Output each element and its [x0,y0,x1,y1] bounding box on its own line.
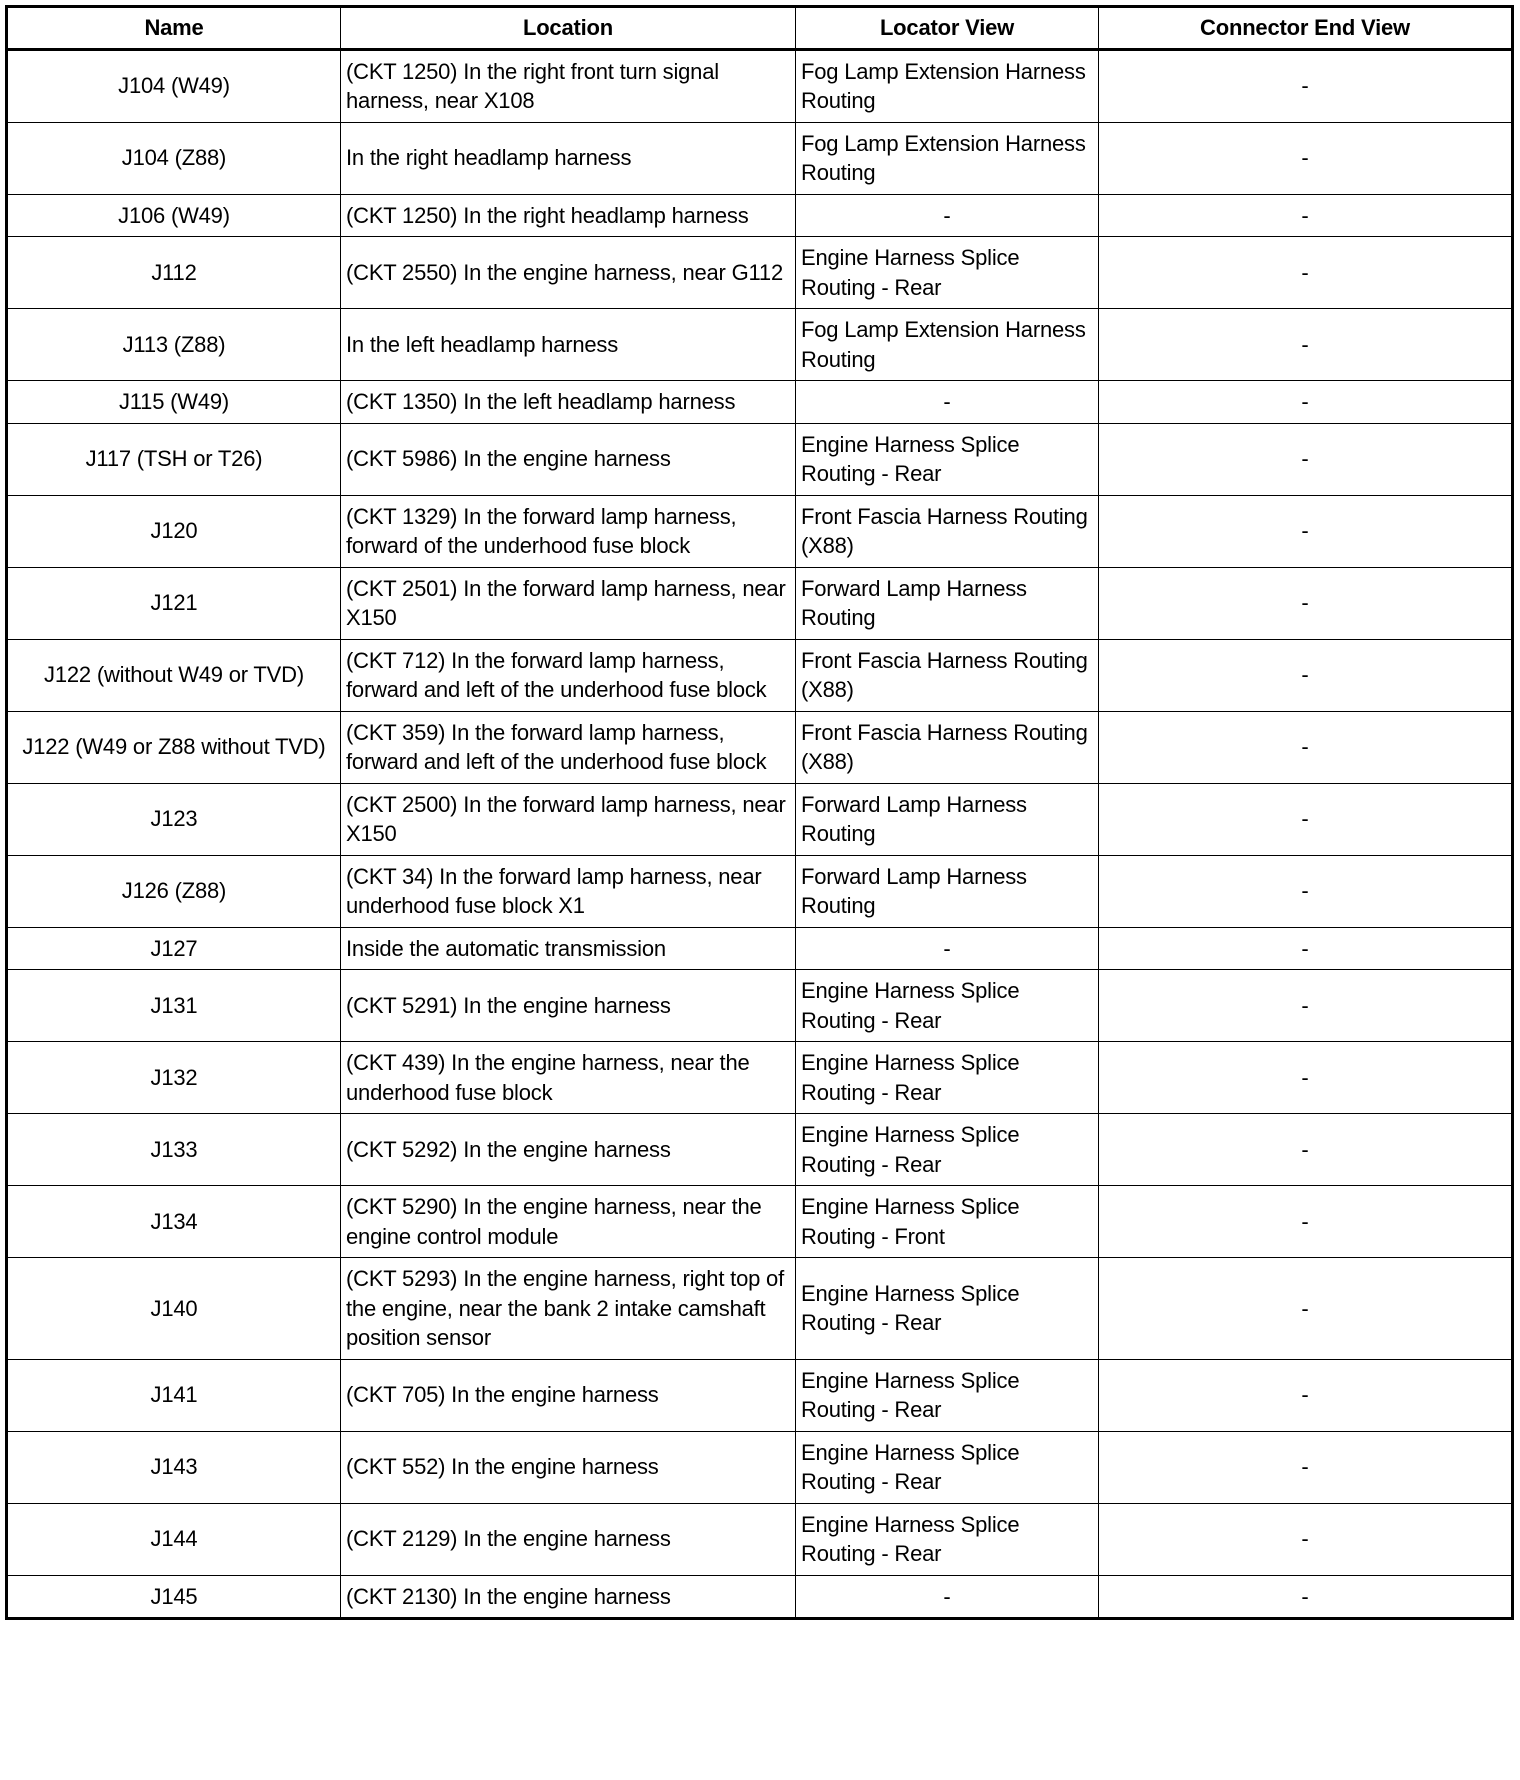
cell-name: J141 [7,1359,341,1431]
cell-location: (CKT 552) In the engine harness [341,1431,796,1503]
cell-locator-view: Fog Lamp Extension Harness Routing [796,309,1099,381]
cell-connector-end-view: - [1099,1114,1513,1186]
cell-connector-end-view: - [1099,1258,1513,1360]
table-row [7,567,1513,639]
cell-connector-end-view: - [1099,639,1513,711]
header-row [7,7,1513,50]
cell-location: (CKT 359) In the forward lamp harness, forward and left of the underhood fuse block [341,711,796,783]
cell-location: In the left headlamp harness [341,309,796,381]
cell-connector-end-view: - [1099,1186,1513,1258]
cell-name: J120 [7,495,341,567]
cell-connector-end-view: - [1099,1042,1513,1114]
cell-location: (CKT 2129) In the engine harness [341,1503,796,1575]
cell-location: (CKT 5293) In the engine harness, right top of the engine, near the bank 2 intake camshaft position sensor [341,1258,796,1360]
cell-name: J121 [7,567,341,639]
cell-name: J104 (W49) [7,49,341,122]
cell-connector-end-view: - [1099,49,1513,122]
cell-location: (CKT 2501) In the forward lamp harness, near X150 [341,567,796,639]
cell-name: J123 [7,783,341,855]
cell-name: J104 (Z88) [7,122,341,194]
cell-location: (CKT 1350) In the left headlamp harness [341,381,796,424]
cell-locator-view: Engine Harness Splice Routing - Front [796,1186,1099,1258]
table-row [7,970,1513,1042]
cell-name: J122 (W49 or Z88 without TVD) [7,711,341,783]
table-row [7,495,1513,567]
cell-locator-view: Engine Harness Splice Routing - Rear [796,970,1099,1042]
cell-locator-view: Engine Harness Splice Routing - Rear [796,1258,1099,1360]
cell-location: (CKT 1250) In the right headlamp harness [341,194,796,237]
cell-locator-view: Engine Harness Splice Routing - Rear [796,1114,1099,1186]
cell-location: (CKT 2130) In the engine harness [341,1575,796,1619]
cell-name: J145 [7,1575,341,1619]
table-row [7,711,1513,783]
cell-name: J144 [7,1503,341,1575]
table-row [7,1042,1513,1114]
cell-locator-view: Engine Harness Splice Routing - Rear [796,1431,1099,1503]
table-row [7,423,1513,495]
cell-location: (CKT 5292) In the engine harness [341,1114,796,1186]
cell-locator-view: - [796,194,1099,237]
cell-name: J126 (Z88) [7,855,341,927]
splice-location-table [5,5,1514,1620]
table-row [7,1114,1513,1186]
table-row [7,122,1513,194]
table-row [7,855,1513,927]
cell-name: J122 (without W49 or TVD) [7,639,341,711]
cell-name: J140 [7,1258,341,1360]
table-row [7,309,1513,381]
cell-locator-view: Forward Lamp Harness Routing [796,855,1099,927]
cell-connector-end-view: - [1099,711,1513,783]
cell-location: Inside the automatic transmission [341,927,796,970]
cell-locator-view: - [796,927,1099,970]
cell-location: (CKT 5290) In the engine harness, near the engine control module [341,1186,796,1258]
cell-location: (CKT 439) In the engine harness, near the underhood fuse block [341,1042,796,1114]
cell-name: J112 [7,237,341,309]
cell-name: J127 [7,927,341,970]
cell-name: J133 [7,1114,341,1186]
cell-location: (CKT 705) In the engine harness [341,1359,796,1431]
table-row [7,49,1513,122]
header-name: Name [7,7,341,50]
cell-locator-view: Engine Harness Splice Routing - Rear [796,1042,1099,1114]
cell-locator-view: - [796,381,1099,424]
cell-locator-view: Engine Harness Splice Routing - Rear [796,1359,1099,1431]
cell-connector-end-view: - [1099,381,1513,424]
cell-locator-view: Fog Lamp Extension Harness Routing [796,49,1099,122]
cell-name: J113 (Z88) [7,309,341,381]
cell-location: (CKT 712) In the forward lamp harness, forward and left of the underhood fuse block [341,639,796,711]
table-row [7,1503,1513,1575]
cell-locator-view: Front Fascia Harness Routing (X88) [796,711,1099,783]
table-row [7,1575,1513,1619]
cell-connector-end-view: - [1099,970,1513,1042]
cell-name: J143 [7,1431,341,1503]
table-row [7,1359,1513,1431]
cell-connector-end-view: - [1099,567,1513,639]
cell-connector-end-view: - [1099,122,1513,194]
cell-connector-end-view: - [1099,855,1513,927]
cell-connector-end-view: - [1099,1503,1513,1575]
cell-locator-view: Forward Lamp Harness Routing [796,567,1099,639]
cell-connector-end-view: - [1099,495,1513,567]
cell-location: (CKT 34) In the forward lamp harness, near underhood fuse block X1 [341,855,796,927]
cell-connector-end-view: - [1099,1431,1513,1503]
table-row [7,783,1513,855]
cell-location: (CKT 5291) In the engine harness [341,970,796,1042]
cell-name: J131 [7,970,341,1042]
cell-connector-end-view: - [1099,423,1513,495]
table-row [7,639,1513,711]
cell-location: In the right headlamp harness [341,122,796,194]
cell-locator-view: Fog Lamp Extension Harness Routing [796,122,1099,194]
cell-location: (CKT 2550) In the engine harness, near G112 [341,237,796,309]
cell-locator-view: Front Fascia Harness Routing (X88) [796,495,1099,567]
table-row [7,381,1513,424]
cell-name: J106 (W49) [7,194,341,237]
cell-connector-end-view: - [1099,1359,1513,1431]
cell-locator-view: Engine Harness Splice Routing - Rear [796,1503,1099,1575]
table-row [7,1431,1513,1503]
cell-name: J115 (W49) [7,381,341,424]
cell-connector-end-view: - [1099,194,1513,237]
header-locator-view: Locator View [796,7,1099,50]
cell-location: (CKT 1329) In the forward lamp harness, forward of the underhood fuse block [341,495,796,567]
table-row [7,1186,1513,1258]
table-row [7,927,1513,970]
header-location: Location [341,7,796,50]
cell-locator-view: Front Fascia Harness Routing (X88) [796,639,1099,711]
cell-locator-view: - [796,1575,1099,1619]
cell-location: (CKT 5986) In the engine harness [341,423,796,495]
header-connector-end-view: Connector End View [1099,7,1513,50]
cell-connector-end-view: - [1099,927,1513,970]
table-row [7,1258,1513,1360]
table-row [7,237,1513,309]
cell-locator-view: Engine Harness Splice Routing - Rear [796,237,1099,309]
cell-connector-end-view: - [1099,309,1513,381]
cell-location: (CKT 2500) In the forward lamp harness, near X150 [341,783,796,855]
cell-location: (CKT 1250) In the right front turn signal harness, near X108 [341,49,796,122]
cell-name: J117 (TSH or T26) [7,423,341,495]
cell-connector-end-view: - [1099,783,1513,855]
cell-locator-view: Forward Lamp Harness Routing [796,783,1099,855]
cell-connector-end-view: - [1099,1575,1513,1619]
cell-name: J132 [7,1042,341,1114]
cell-locator-view: Engine Harness Splice Routing - Rear [796,423,1099,495]
cell-connector-end-view: - [1099,237,1513,309]
cell-name: J134 [7,1186,341,1258]
table-row [7,194,1513,237]
